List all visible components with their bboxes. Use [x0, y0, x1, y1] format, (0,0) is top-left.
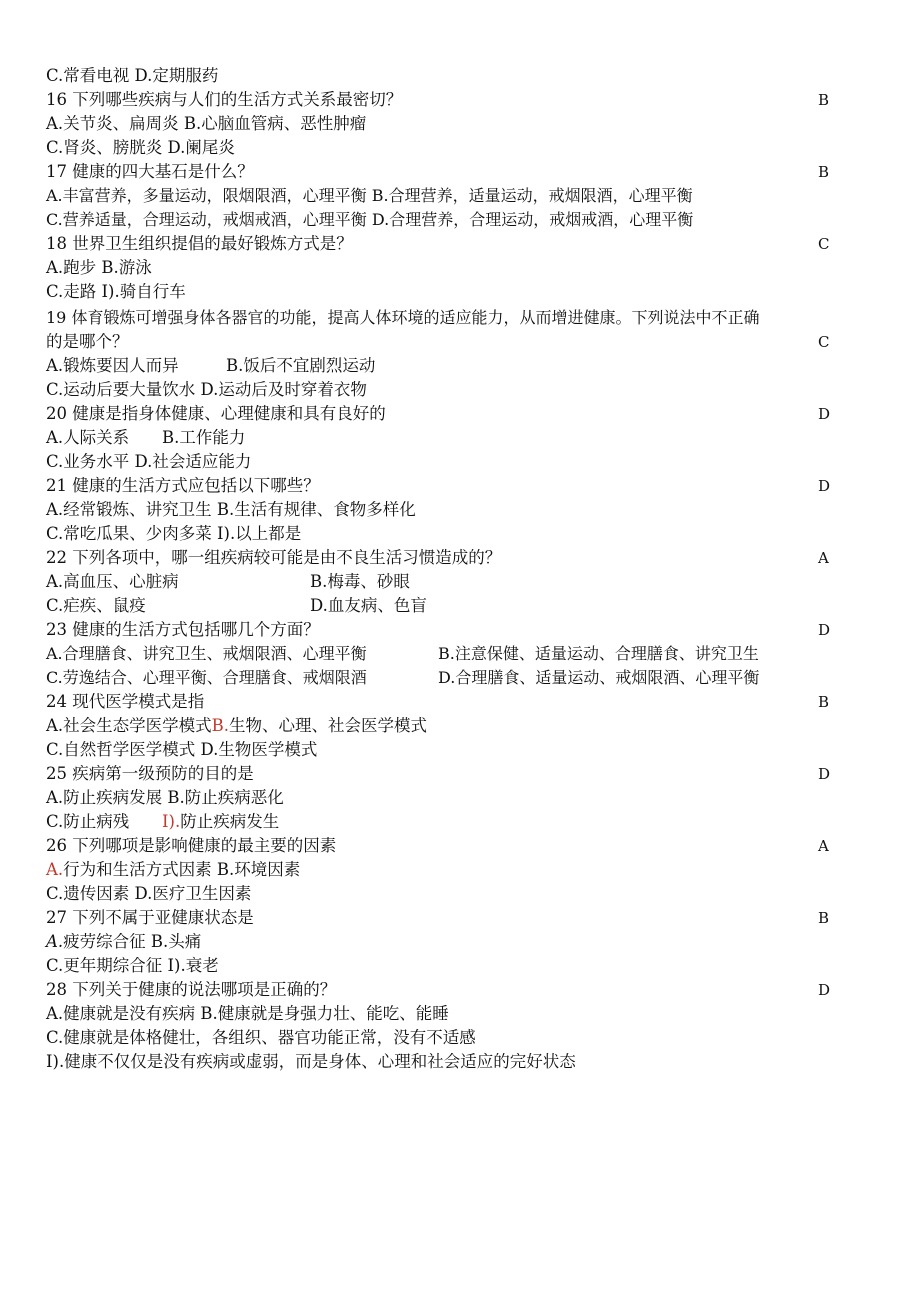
q21-option-line-cd: C.常吃瓜果、少肉多菜 I).以上都是	[46, 524, 302, 543]
q17-option-line-cd: C.营养适量，合理运动，戒烟戒酒，心理平衡 D.合理营养，合理运动，戒烟戒酒，心理平衡	[46, 210, 694, 229]
q18-question: 18 世界卫生组织提倡的最好锻炼方式是？	[46, 234, 353, 253]
q19-answer: C	[818, 333, 830, 351]
q25-option-d-text: 防止疾病发生	[180, 812, 280, 831]
q18-option-line-cd: C.走路 I).骑自行车	[46, 282, 186, 301]
q20-answer: D	[818, 405, 831, 423]
q26-question: 26 下列哪项是影响健康的最主要的因素	[46, 836, 337, 855]
q16-answer: B	[818, 91, 830, 109]
q21-option-line-ab: A.经常锻炼、讲究卫生 B.生活有规律、食物多样化	[46, 500, 416, 519]
q18-option-line-ab: A.跑步 B.游泳	[46, 258, 152, 277]
q24-option-b-text: 生物、心理、社会医学模式	[229, 716, 428, 735]
q23-answer: D	[818, 621, 831, 639]
q28-option-c: C.健康就是体格健壮，各组织、器官功能正常，没有不适感	[46, 1028, 476, 1047]
q23-question: 23 健康的生活方式包括哪几个方面？	[46, 620, 320, 639]
q21-answer: D	[818, 477, 831, 495]
q22-option-c: C.疟疾、鼠疫	[46, 596, 146, 615]
q25-option-line-ab: A.防止疾病发展 B.防止疾病恶化	[46, 788, 284, 807]
q24-option-line-cd: C.自然哲学医学模式 D.生物医学模式	[46, 740, 318, 759]
q25-option-d	[162, 810, 279, 834]
q25-question: 25 疾病第一级预防的目的是	[46, 764, 254, 783]
q22-option-b: B.梅毒、砂眼	[310, 572, 410, 591]
q27-option-line-cd: C.更年期综合征 I).衰老	[46, 956, 219, 975]
q20-option-b: B.工作能力	[162, 428, 246, 447]
q22-option-d: D.血友病、色盲	[310, 596, 427, 615]
q23-option-b: B.注意保健、适量运动、合理膳食、讲究卫生	[438, 644, 759, 663]
q19-option-a: A.锻炼要因人而异	[46, 356, 179, 375]
q23-option-c: C.劳逸结合、心理平衡、合理膳食、戒烟限酒	[46, 668, 367, 687]
q26-option-line-cd: C.遗传因素 D.医疗卫生因素	[46, 884, 252, 903]
q28-answer: D	[818, 981, 831, 999]
q21-question: 21 健康的生活方式应包括以下哪些？	[46, 476, 320, 495]
q24-answer: B	[818, 693, 830, 711]
q23-option-d: D.合理膳食、适量运动、戒烟限酒、心理平衡	[438, 668, 760, 687]
q28-question: 28 下列关于健康的说法哪项是正确的？	[46, 980, 337, 999]
q24-option-b-marker: B.	[211, 716, 230, 735]
q25-answer: D	[818, 765, 831, 783]
q22-option-a: A.高血压、心脏病	[46, 572, 179, 591]
q25-option-c: C.防止病残	[46, 812, 130, 831]
q26-option-a-marker: A.	[46, 860, 64, 879]
q19-option-b: B.饭后不宜剧烈运动	[226, 356, 376, 375]
q20-option-line-cd: C.业务水平 D.社会适应能力	[46, 452, 252, 471]
q24-option-a: A.社会生态学医学模式	[46, 716, 212, 735]
q27-option-a-marker: A.	[46, 932, 64, 951]
q20-option-a: A.人际关系	[46, 428, 130, 447]
q26-option-line-ab	[46, 858, 300, 882]
q25-option-d-marker: I).	[162, 812, 181, 831]
q26-answer: A	[818, 837, 829, 855]
q28-option-d: I).健康不仅仅是没有疾病或虚弱，而是身体、心理和社会适应的完好状态	[46, 1052, 576, 1071]
q18-answer: C	[818, 235, 830, 253]
q23-option-a: A.合理膳食、讲究卫生、戒烟限酒、心理平衡	[46, 644, 367, 663]
q28-option-line-ab: A.健康就是没有疾病 B.健康就是身强力壮、能吃、能睡	[46, 1004, 449, 1023]
q27-option-line-ab	[46, 930, 201, 954]
q19-question: 19 体育锻炼可增强身体各器官的功能，提高人体环境的适应能力，从而增进健康。下列说法中不正确	[46, 308, 760, 327]
q17-answer: B	[818, 163, 830, 181]
q16-option-line-ab: A.关节炎、扁周炎 B.心脑血管病、恶性肿瘤	[46, 114, 367, 133]
q19-question-cont: 的是哪个？	[46, 332, 129, 351]
q16-option-line-cd: C.肾炎、膀胱炎 D.阑尾炎	[46, 138, 235, 157]
q17-option-line-ab: A.丰富营养，多量运动，限烟限酒，心理平衡 B.合理营养，适量运动，戒烟限酒，心理平衡	[46, 186, 693, 205]
q20-question: 20 健康是指身体健康、心理健康和具有良好的	[46, 404, 386, 423]
q27-option-a-text: 疲劳综合征 B.头痛	[63, 932, 202, 951]
q16-question: 16 下列哪些疾病与人们的生活方式关系最密切？	[46, 90, 403, 109]
q22-answer: A	[818, 549, 829, 567]
q24-option-line-ab	[46, 714, 427, 738]
q15-option-line-cd: C.常看电视 D.定期服药	[46, 66, 219, 85]
q19-option-line-cd: C.运动后要大量饮水 D.运动后及时穿着衣物	[46, 380, 367, 399]
q27-answer: B	[818, 909, 830, 927]
q22-question: 22 下列各项中，哪一组疾病较可能是由不良生活习惯造成的？	[46, 548, 502, 567]
q24-question: 24 现代医学模式是指	[46, 692, 205, 711]
q27-question: 27 下列不属于亚健康状态是	[46, 908, 254, 927]
q17-question: 17 健康的四大基石是什么？	[46, 162, 254, 181]
q26-option-a-text: 行为和生活方式因素 B.环境因素	[63, 860, 301, 879]
